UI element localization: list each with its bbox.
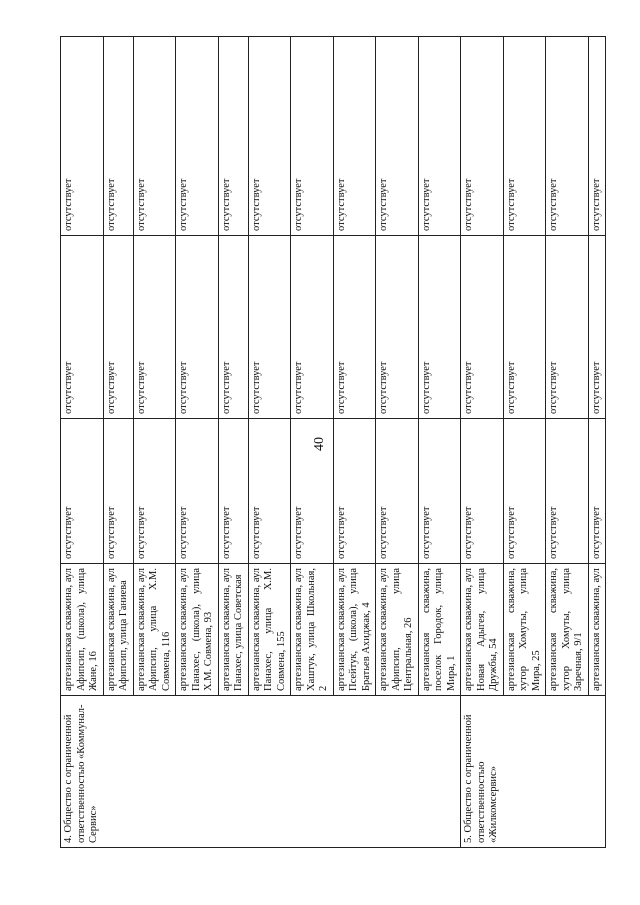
value-cell-c: отсутствует (418, 37, 461, 236)
page-number: 40 (312, 437, 327, 451)
value-cell-a: отсутствует (248, 419, 291, 564)
value-cell-c: отсутствует (588, 37, 606, 236)
value-cell-b: отсутствует (588, 236, 606, 419)
value-cell-a: отсутствует (376, 419, 419, 564)
address-cell: артезианская скважина, аул Афипсип, улица Центральная, 26 (376, 564, 419, 696)
address-cell: артезианская скважина, аул Новая Адыгея, улица Дружбы, 54 (461, 564, 504, 696)
value-cell-c: отсутствует (376, 37, 419, 236)
address-cell: артезианская скважина, аул Панахес, улица Х.М. Совмена, 155 (248, 564, 291, 696)
address-cell: артезианская скважина, аул Панахес, (школа), улица Х.М. Совмена, 93 (176, 564, 219, 696)
address-cell: артезианская скважина, аул (588, 564, 606, 696)
value-cell-b: отсутствует (418, 236, 461, 419)
value-cell-a: отсутствует (588, 419, 606, 564)
value-cell-b: отсутствует (133, 236, 176, 419)
value-cell-c: отсутствует (546, 37, 589, 236)
water-sources-table (60, 36, 606, 848)
value-cell-a: отсутствует (291, 419, 334, 564)
value-cell-c: отсутствует (103, 37, 133, 236)
value-cell-c: отсутствует (218, 37, 248, 236)
table-body (61, 37, 606, 848)
address-cell: артезианская скважина, хутор Хомуты, улица Мира, 25 (503, 564, 546, 696)
value-cell-a: отсутствует (503, 419, 546, 564)
value-cell-a: отсутствует (333, 419, 376, 564)
value-cell-a: отсутствует (461, 419, 504, 564)
value-cell-a: отсутствует (176, 419, 219, 564)
value-cell-a: отсутствует (418, 419, 461, 564)
value-cell-b: отсутствует (103, 236, 133, 419)
address-cell: артезианская скважина, аул Хаштук, улица Школьная, 2 (291, 564, 334, 696)
value-cell-c: отсутствует (133, 37, 176, 236)
value-cell-a: отсутствует (218, 419, 248, 564)
organization-cell: 4. Общество с ограниченной ответственностью «Коммунал-Сервис» (61, 696, 461, 848)
value-cell-b: отсутствует (291, 236, 334, 419)
value-cell-c: отсутствует (291, 37, 334, 236)
value-cell-b: отсутствует (248, 236, 291, 419)
value-cell-a: отсутствует (61, 419, 104, 564)
value-cell-b: отсутствует (376, 236, 419, 419)
address-cell: артезианская скважина, аул Афипсип, улица Ганиева (103, 564, 133, 696)
value-cell-b: отсутствует (503, 236, 546, 419)
table-row (461, 37, 504, 848)
organization-cell: 5. Общество с ограниченной ответственностью «Жилкомсервис» (461, 696, 606, 848)
value-cell-a: отсутствует (133, 419, 176, 564)
value-cell-b: отсутствует (546, 236, 589, 419)
address-cell: артезианская скважина, аул Псейтук, (школа), улица Братьев Ахиджак, 4 (333, 564, 376, 696)
value-cell-c: отсутствует (176, 37, 219, 236)
value-cell-b: отсутствует (176, 236, 219, 419)
address-cell: артезианская скважина, поселок Городок, улица Мира, 1 (418, 564, 461, 696)
value-cell-b: отсутствует (218, 236, 248, 419)
address-cell: артезианская скважина, хутор Хомуты, улица Заречная, 9/1 (546, 564, 589, 696)
value-cell-a: отсутствует (546, 419, 589, 564)
address-cell: артезианская скважина, аул Афипсип, (школа), улица Жане, 16 (61, 564, 104, 696)
value-cell-b: отсутствует (61, 236, 104, 419)
value-cell-b: отсутствует (333, 236, 376, 419)
value-cell-c: отсутствует (333, 37, 376, 236)
value-cell-b: отсутствует (461, 236, 504, 419)
address-cell: артезианская скважина, аул Панахес, улица Советская (218, 564, 248, 696)
water-sources-table-wrapper (60, 37, 602, 848)
value-cell-a: отсутствует (103, 419, 133, 564)
value-cell-c: отсутствует (461, 37, 504, 236)
value-cell-c: отсутствует (61, 37, 104, 236)
value-cell-c: отсутствует (503, 37, 546, 236)
address-cell: артезианская скважина, аул Афипсип, улица Х.М. Совмена, 116 (133, 564, 176, 696)
table-row (61, 37, 104, 848)
value-cell-c: отсутствует (248, 37, 291, 236)
